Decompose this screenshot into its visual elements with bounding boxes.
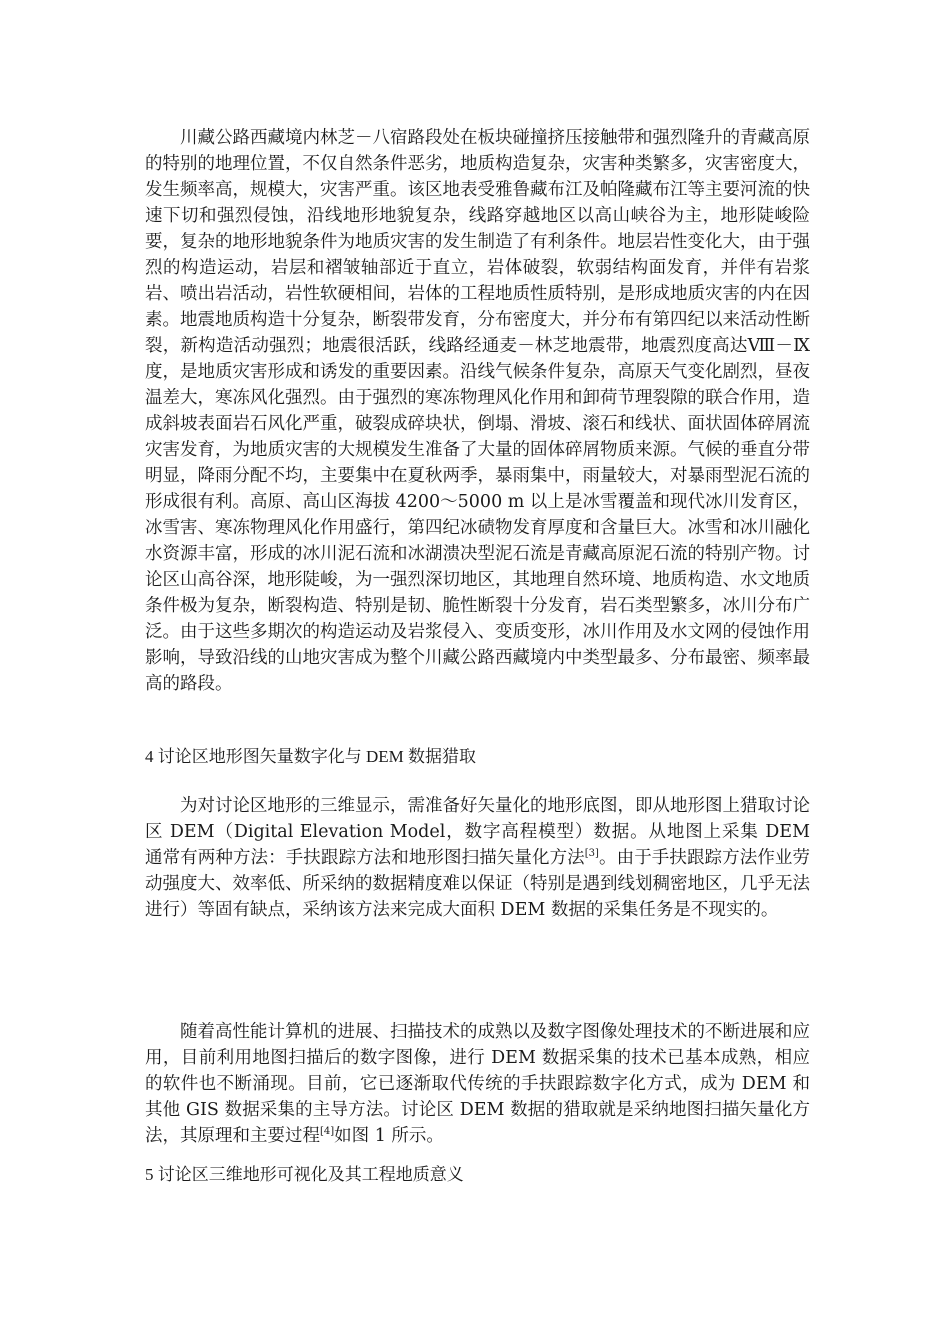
paragraph-geology-overview: 川藏公路西藏境内林芝－八宿路段处在板块碰撞挤压接触带和强烈隆升的青藏高原的特别的地理位置，不仅自然条件恶劣，地质构造复杂，灾害种类繁多，灾害密度大，发生频率高，规模大，灾害严重。该区地表受雅鲁藏布江及帕隆藏布江等主要河流的快速下切和强烈侵蚀，沿线地形地貌复杂，线路穿越地区以高山峡谷为主，地形陡峻险要，复杂的地形地貌条件为地质灾害的发生制造了有利条件。地层岩性变化大，由于强烈的构造运动，岩层和褶皱轴部近于直立，岩体破裂，软弱结构面发育，并伴有岩浆岩、喷出岩活动，岩性软硬相间，岩体的工程地质性质特别，是形成地质灾害的内在因素。地震地质构造十分复杂，断裂带发育，分布密度大，并分布有第四纪以来活动性断裂，新构造活动强烈；地震很活跃，线路经通麦－林芝地震带，地震烈度高达Ⅷ－Ⅸ度，是地质灾害形成和诱发的重要因素。沿线气候条件复杂，高原天气变化剧烈，昼夜温差大，寒冻风化强烈。由于强烈的寒冻物理风化作用和卸荷节理裂隙的联合作用，造成斜坡表面岩石风化严重，破裂成碎块状，倒塌、滑坡、滚石和线状、面状固体碎屑流灾害发育，为地质灾害的大规模发生准备了大量的固体碎屑物质来源。气候的垂直分带明显，降雨分配不均，主要集中在夏秋两季，暴雨集中，雨量较大，对暴雨型泥石流的形成很有利。高原、高山区海拔 4200～5000 m 以上是冰雪覆盖和现代冰川发育区，冰雪害、寒冻物理风化作用盛行，第四纪冰碛物发育厚度和含量巨大。冰雪和冰川融化水资源丰富，形成的冰川泥石流和冰湖溃决型泥石流是青藏高原泥石流的特别产物。讨论区山高谷深，地形陡峻，为一强烈深切地区，其地理自然环境、地质构造、水文地质条件极为复杂，断裂构造、特别是韧、脆性断裂十分发育，岩石类型繁多，冰川分布广泛。由于这些多期次的构造运动及岩浆侵入、变质变形，冰川作用及水文网的侵蚀作用影响，导致沿线的山地灾害成为整个川藏公路西藏境内中类型最多、分布最密、频率最高的路段。 bbox=[145, 128, 810, 694]
citation-ref-3: [3] bbox=[584, 848, 599, 860]
section-heading-4: 4 讨论区地形图矢量数字化与 DEM 数据猎取 bbox=[145, 747, 477, 766]
citation-ref-4: [4] bbox=[320, 1126, 335, 1138]
paragraph-dem-scanning-text-a: 随着高性能计算机的进展、扫描技术的成熟以及数字图像处理技术的不断进展和应用，目前利用地图扫描后的数字图像，进行 DEM 数据采集的技术已基本成熟，相应的软件也不断涌现。目前，它已逐渐取代传统的手扶跟踪数字化方式，成为 DEM 和其他 GIS 数据采集的主导方法。讨论区 DEM 数据的猎取就是采纳地图扫描矢量化方法，其原理和主要过程 bbox=[145, 1022, 810, 1146]
paragraph-dem-methods-text-a: 为对讨论区地形的三维显示，需准备好矢量化的地形底图，即从地形图上猎取讨论区 DEM（Digital Elevation Model，数字高程模型）数据。从地图上采集 DEM 通常有两种方法：手扶跟踪方法和地形图扫描矢量化方法 bbox=[145, 796, 810, 868]
section-heading-5: 5 讨论区三维地形可视化及其工程地质意义 bbox=[145, 1165, 464, 1184]
paragraph-dem-scanning-text-b: 如图 1 所示。 bbox=[334, 1126, 444, 1146]
paragraph-dem-methods bbox=[145, 793, 810, 923]
paragraph-dem-scanning bbox=[145, 1019, 810, 1149]
paragraph-dem-methods-text-b: 。由于手扶跟踪方法作业劳动强度大、效率低、所采纳的数据精度难以保证（特别是遇到线划稠密地区，几乎无法进行）等固有缺点，采纳该方法来完成大面积 DEM 数据的采集任务是不现实的。 bbox=[145, 848, 811, 920]
